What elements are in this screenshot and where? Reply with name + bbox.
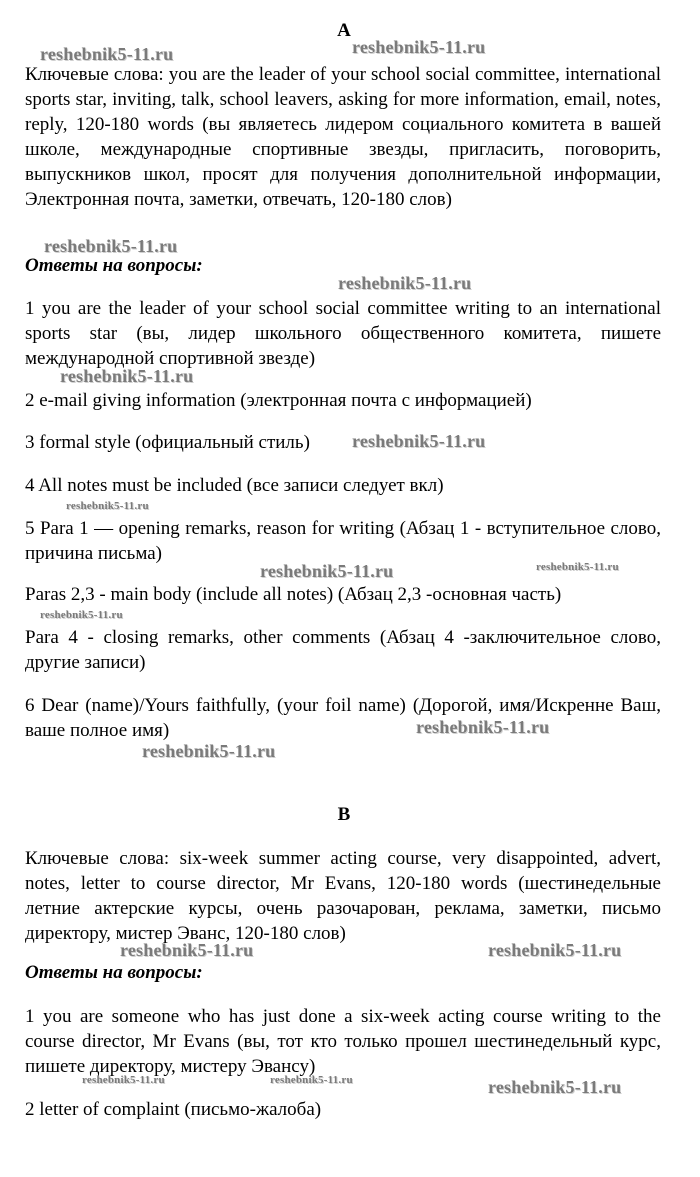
section-a-answer-5-para4: Para 4 - closing remarks, other comments (Абзац 4 -заключительное слово, другие записи) <box>25 627 661 673</box>
section-a-answer-3: 3 formal style (официальный стиль) <box>25 432 310 453</box>
watermark: reshebnik5-11.ru <box>260 561 394 581</box>
section-a-answer-4: 4 All notes must be included (все записи следует вкл) <box>25 475 444 496</box>
section-a-keywords: Ключевые слова: you are the leader of your school social committee, international sports star, inviting, talk, school leavers, asking for more information, email, notes, reply, 120-180 words (вы являетесь лидером социального комитета в вашей школе, международные спортивные звезды, пригласить, поговорить, выпускников школ, просят для получения дополнительной информации, Электронная почта, заметки, отвечать, 120-180 слов) <box>25 64 661 210</box>
watermark: reshebnik5-11.ru <box>488 1077 622 1097</box>
watermark: reshebnik5-11.ru <box>488 940 622 960</box>
watermark: reshebnik5-11.ru <box>142 741 276 761</box>
watermark: reshebnik5-11.ru <box>40 609 123 621</box>
watermark: reshebnik5-11.ru <box>352 37 486 57</box>
section-a-answer-6: 6 Dear (name)/Yours faithfully, (your foil name) (Дорогой, имя/Искренне Ваш, ваше полное имя) <box>25 695 661 741</box>
watermark: reshebnik5-11.ru <box>536 561 619 573</box>
watermark: reshebnik5-11.ru <box>270 1074 353 1086</box>
section-b-answer-1: 1 you are someone who has just done a six-week acting course writing to the course director, Mr Evans (вы, тот кто только прошел шестинедельный курс, пишете директору, мистеру Эвансу) <box>25 1006 661 1077</box>
section-a-heading: A <box>337 20 351 41</box>
section-b-heading: B <box>337 804 351 825</box>
section-b-answer-2: 2 letter of complaint (письмо-жалоба) <box>25 1099 322 1120</box>
section-b-answers-heading: Ответы на вопросы: <box>25 962 203 983</box>
watermark: reshebnik5-11.ru <box>338 273 472 293</box>
section-a-answer-5: 5 Para 1 — opening remarks, reason for writing (Абзац 1 - вступительное слово, причина письма) <box>25 518 661 564</box>
watermark: reshebnik5-11.ru <box>352 431 486 451</box>
watermark: reshebnik5-11.ru <box>40 44 174 64</box>
section-a-answer-1: 1 you are the leader of your school social committee writing to an international sports star (вы, лидер школьного общественного комитета, пишете международной спортивной звезде) <box>25 298 661 369</box>
watermark: reshebnik5-11.ru <box>44 236 178 256</box>
section-a-answer-5-paras: Paras 2,3 - main body (include all notes) (Абзац 2,3 -основная часть) <box>25 584 562 605</box>
watermark: reshebnik5-11.ru <box>120 940 254 960</box>
watermark: reshebnik5-11.ru <box>416 717 550 737</box>
watermark: reshebnik5-11.ru <box>66 500 149 512</box>
section-b-keywords: Ключевые слова: six-week summer acting course, very disappointed, advert, notes, letter to course director, Mr Evans, 120-180 words (шестинедельные летние актерские курсы, очень разочарован, реклама, заметки, письмо директору, мистер Эванс, 120-180 слов) <box>25 848 661 944</box>
section-a-answers-heading: Ответы на вопросы: <box>25 255 203 276</box>
section-a-answer-2: 2 e-mail giving information (электронная почта с информацией) <box>25 390 532 411</box>
watermark: reshebnik5-11.ru <box>60 366 194 386</box>
watermark: reshebnik5-11.ru <box>82 1074 165 1086</box>
